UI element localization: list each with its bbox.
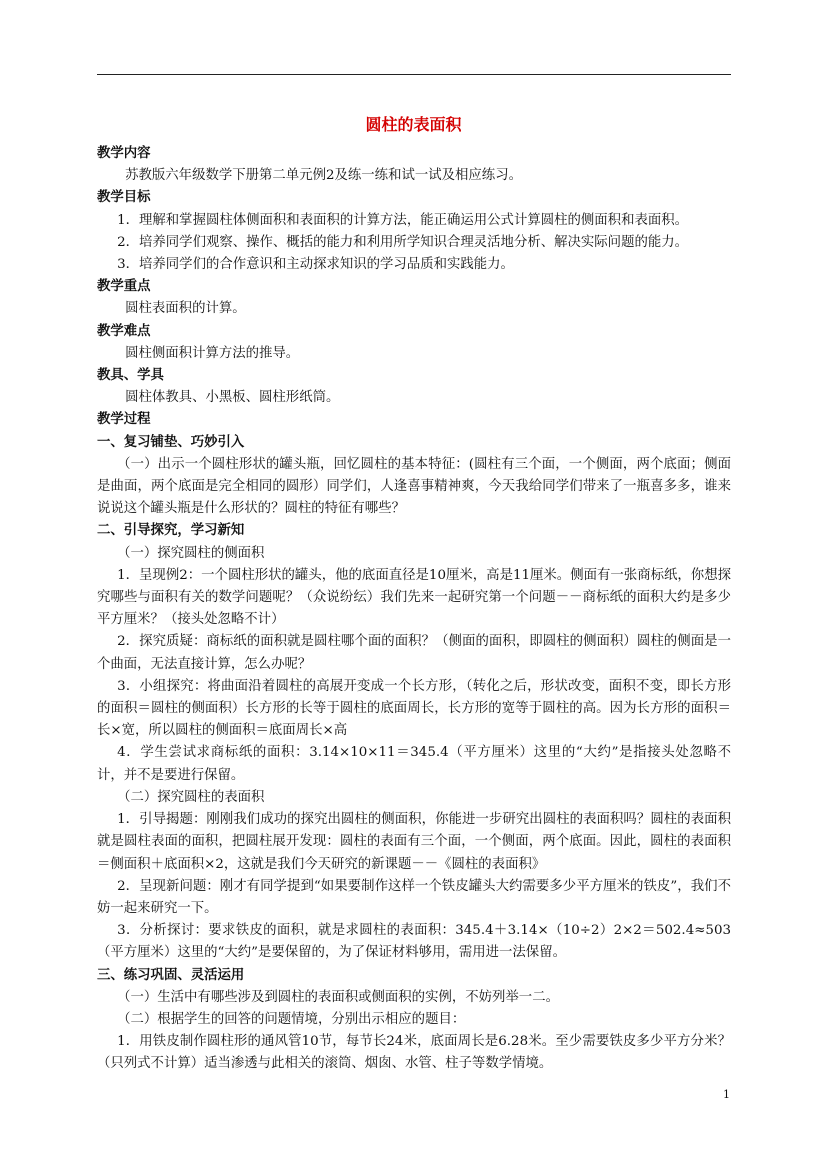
paragraph: 圆柱侧面积计算方法的推导。 [125, 345, 300, 361]
paragraph: （二）探究圆柱的表面积 [117, 789, 265, 805]
paragraph: （二）根据学生的回答的问题情境，分别出示相应的题目： [117, 1011, 466, 1027]
paragraph: 1．用铁皮制作圆柱形的通风管10节，每节长24米，底面周长是6.28米。至少需要铁皮多少平方分米？（只列式不计算）适当渗透与此相关的滚筒、烟囱、水管、柱子等数学情境。 [97, 1034, 731, 1072]
section-heading: 教学重点 [97, 279, 151, 295]
paragraph: （一）探究圆柱的侧面积 [117, 545, 265, 561]
paragraph: 3．培养同学们的合作意识和主动探求知识的学习品质和实践能力。 [117, 257, 514, 273]
section-heading: 教具、学具 [97, 368, 164, 384]
header-rule [97, 74, 731, 75]
section-heading: 二、引导探究，学习新知 [97, 523, 245, 539]
document-title: 圆柱的表面积 [365, 115, 462, 134]
paragraph: 苏教版六年级数学下册第二单元例2及练一练和试一试及相应练习。 [125, 168, 522, 184]
section-heading: 教学内容 [97, 146, 151, 161]
paragraph: 1．引导揭题：刚刚我们成功的探究出圆柱的侧面积，你能进一步研究出圆柱的表面积吗？圆柱的表面积就是圆柱表面的面积，把圆柱展开发现：圆柱的表面有三个面，一个侧面，两个底面。因此，圆柱的表面积＝侧面积＋底面积×2，这就是我们今天研究的新课题－－《圆柱的表面积》 [97, 812, 731, 872]
paragraph: 2．培养同学们观察、操作、概括的能力和利用所学知识合理灵活地分析、解决实际问题的能力。 [117, 234, 689, 250]
section-heading: 教学目标 [97, 190, 151, 206]
paragraph: 圆柱体教具、小黑板、圆柱形纸筒。 [125, 390, 340, 406]
paragraph: 1．理解和掌握圆柱体侧面积和表面积的计算方法，能正确运用公式计算圆柱的侧面积和表面积。 [117, 212, 689, 228]
paragraph: 1．呈现例2：一个圆柱形状的罐头，他的底面直径是10厘米，高是11厘米。侧面有一张商标纸，你想探究哪些与面积有关的数学问题呢？（众说纷纭）我们先来一起研究第一个问题－－商标纸的面积大约是多少平方厘米？（接头处忽略不计） [97, 567, 731, 628]
page-number: 1 [723, 1088, 730, 1101]
section-heading: 教学过程 [97, 412, 151, 428]
paragraph: （一）出示一个圆柱形状的罐头瓶，回忆圆柱的基本特征：(圆柱有三个面，一个侧面，两个底面；侧面是曲面，两个底面是完全相同的圆形）同学们，人逢喜事精神爽，今天我给同学们带来了一瓶喜多多，谁来说说这个罐头瓶是什么形状的？圆柱的特征有哪些？ [97, 456, 731, 517]
paragraph: 2．探究质疑：商标纸的面积就是圆柱哪个面的面积？（侧面的面积，即圆柱的侧面积）圆柱的侧面是一个曲面，无法直接计算，怎么办呢？ [97, 634, 731, 672]
section-heading: 一、复习铺垫、巧妙引入 [97, 434, 245, 450]
paragraph: 3．分析探讨：要求铁皮的面积，就是求圆柱的表面积：345.4＋3.14×（10÷2）2×2＝502.4≈503（平方厘米）这里的“大约”是要保留的，为了保证材料够用，需用进一法保留。 [97, 923, 731, 961]
section-heading: 教学难点 [97, 323, 151, 339]
document-body [97, 143, 731, 1076]
section-heading: 三、练习巩固、灵活运用 [97, 967, 245, 983]
paragraph: （一）生活中有哪些涉及到圆柱的表面积或侧面积的实例，不妨列举一二。 [117, 989, 559, 1005]
paragraph: 2．呈现新问题：刚才有同学提到“如果要制作这样一个铁皮罐头大约需要多少平方厘米的铁皮”，我们不妨一起来研究一下。 [97, 878, 731, 916]
paragraph: 4．学生尝试求商标纸的面积：3.14×10×11＝345.4（平方厘米）这里的“大约”是指接头处忽略不计，并不是要进行保留。 [97, 745, 731, 783]
paragraph: 圆柱表面积的计算。 [125, 301, 246, 317]
paragraph: 3．小组探究：将曲面沿着圆柱的高展开变成一个长方形，（转化之后，形状改变，面积不变，即长方形的面积＝圆柱的侧面积）长方形的长等于圆柱的底面周长，长方形的宽等于圆柱的高。因为长方形的面积＝长×宽，所以圆柱的侧面积＝底面周长×高 [97, 678, 731, 739]
